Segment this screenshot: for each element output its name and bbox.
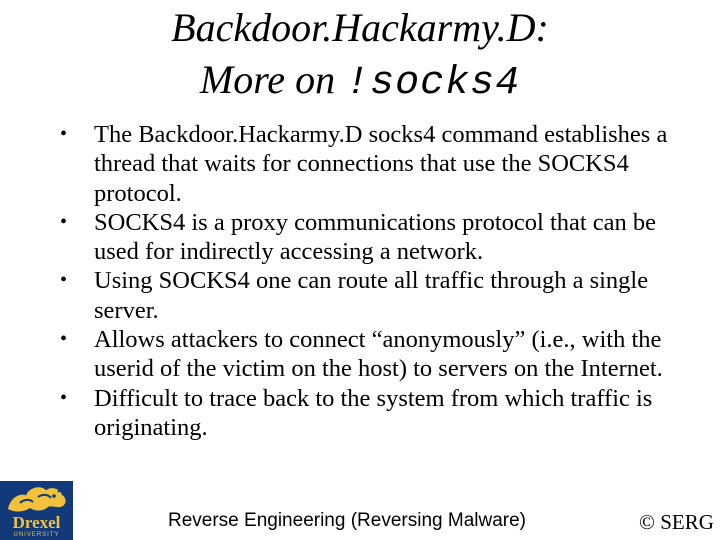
- slide-title: [0, 2, 720, 110]
- bullet-item: [60, 384, 690, 443]
- bullet-text: Allows attackers to connect “anonymously” (i.e., with the userid of the victim on the host) to servers on the Internet.: [94, 326, 663, 383]
- footer-course-title: Reverse Engineering (Reversing Malware): [168, 510, 526, 531]
- title-command-code: !socks4: [345, 61, 521, 106]
- title-line-2-prefix: More on: [199, 57, 346, 102]
- bullet-text: The Backdoor.Hackarmy.D socks4 command establishes a thread that waits for connections that use the SOCKS4 protocol.: [94, 121, 668, 207]
- bullet-marker: •: [60, 269, 68, 292]
- drexel-logo: [0, 481, 73, 540]
- bullet-item: [60, 120, 690, 208]
- bullet-item: [60, 325, 690, 384]
- bullet-marker: •: [60, 210, 68, 233]
- bullet-list: [60, 120, 690, 442]
- title-line-1: Backdoor.Hackarmy.D:: [171, 5, 549, 50]
- bullet-item: [60, 208, 690, 267]
- bullet-text: Difficult to trace back to the system from which traffic is originating.: [94, 384, 653, 441]
- bullet-text: Using SOCKS4 one can route all traffic through a single server.: [94, 267, 649, 324]
- logo-wordmark: Drexel: [12, 513, 61, 532]
- bullet-marker: •: [60, 328, 68, 351]
- bullet-item: [60, 266, 690, 325]
- footer-copyright: © SERG: [639, 510, 714, 534]
- bullet-text: SOCKS4 is a proxy communications protocol that can be used for indirectly accessing a network.: [94, 208, 657, 266]
- title-line-2: [0, 54, 720, 110]
- bullet-marker: •: [60, 123, 68, 145]
- dragon-icon: [0, 481, 73, 515]
- logo-subtext: UNIVERSITY: [13, 532, 60, 538]
- bullet-marker: •: [60, 386, 68, 409]
